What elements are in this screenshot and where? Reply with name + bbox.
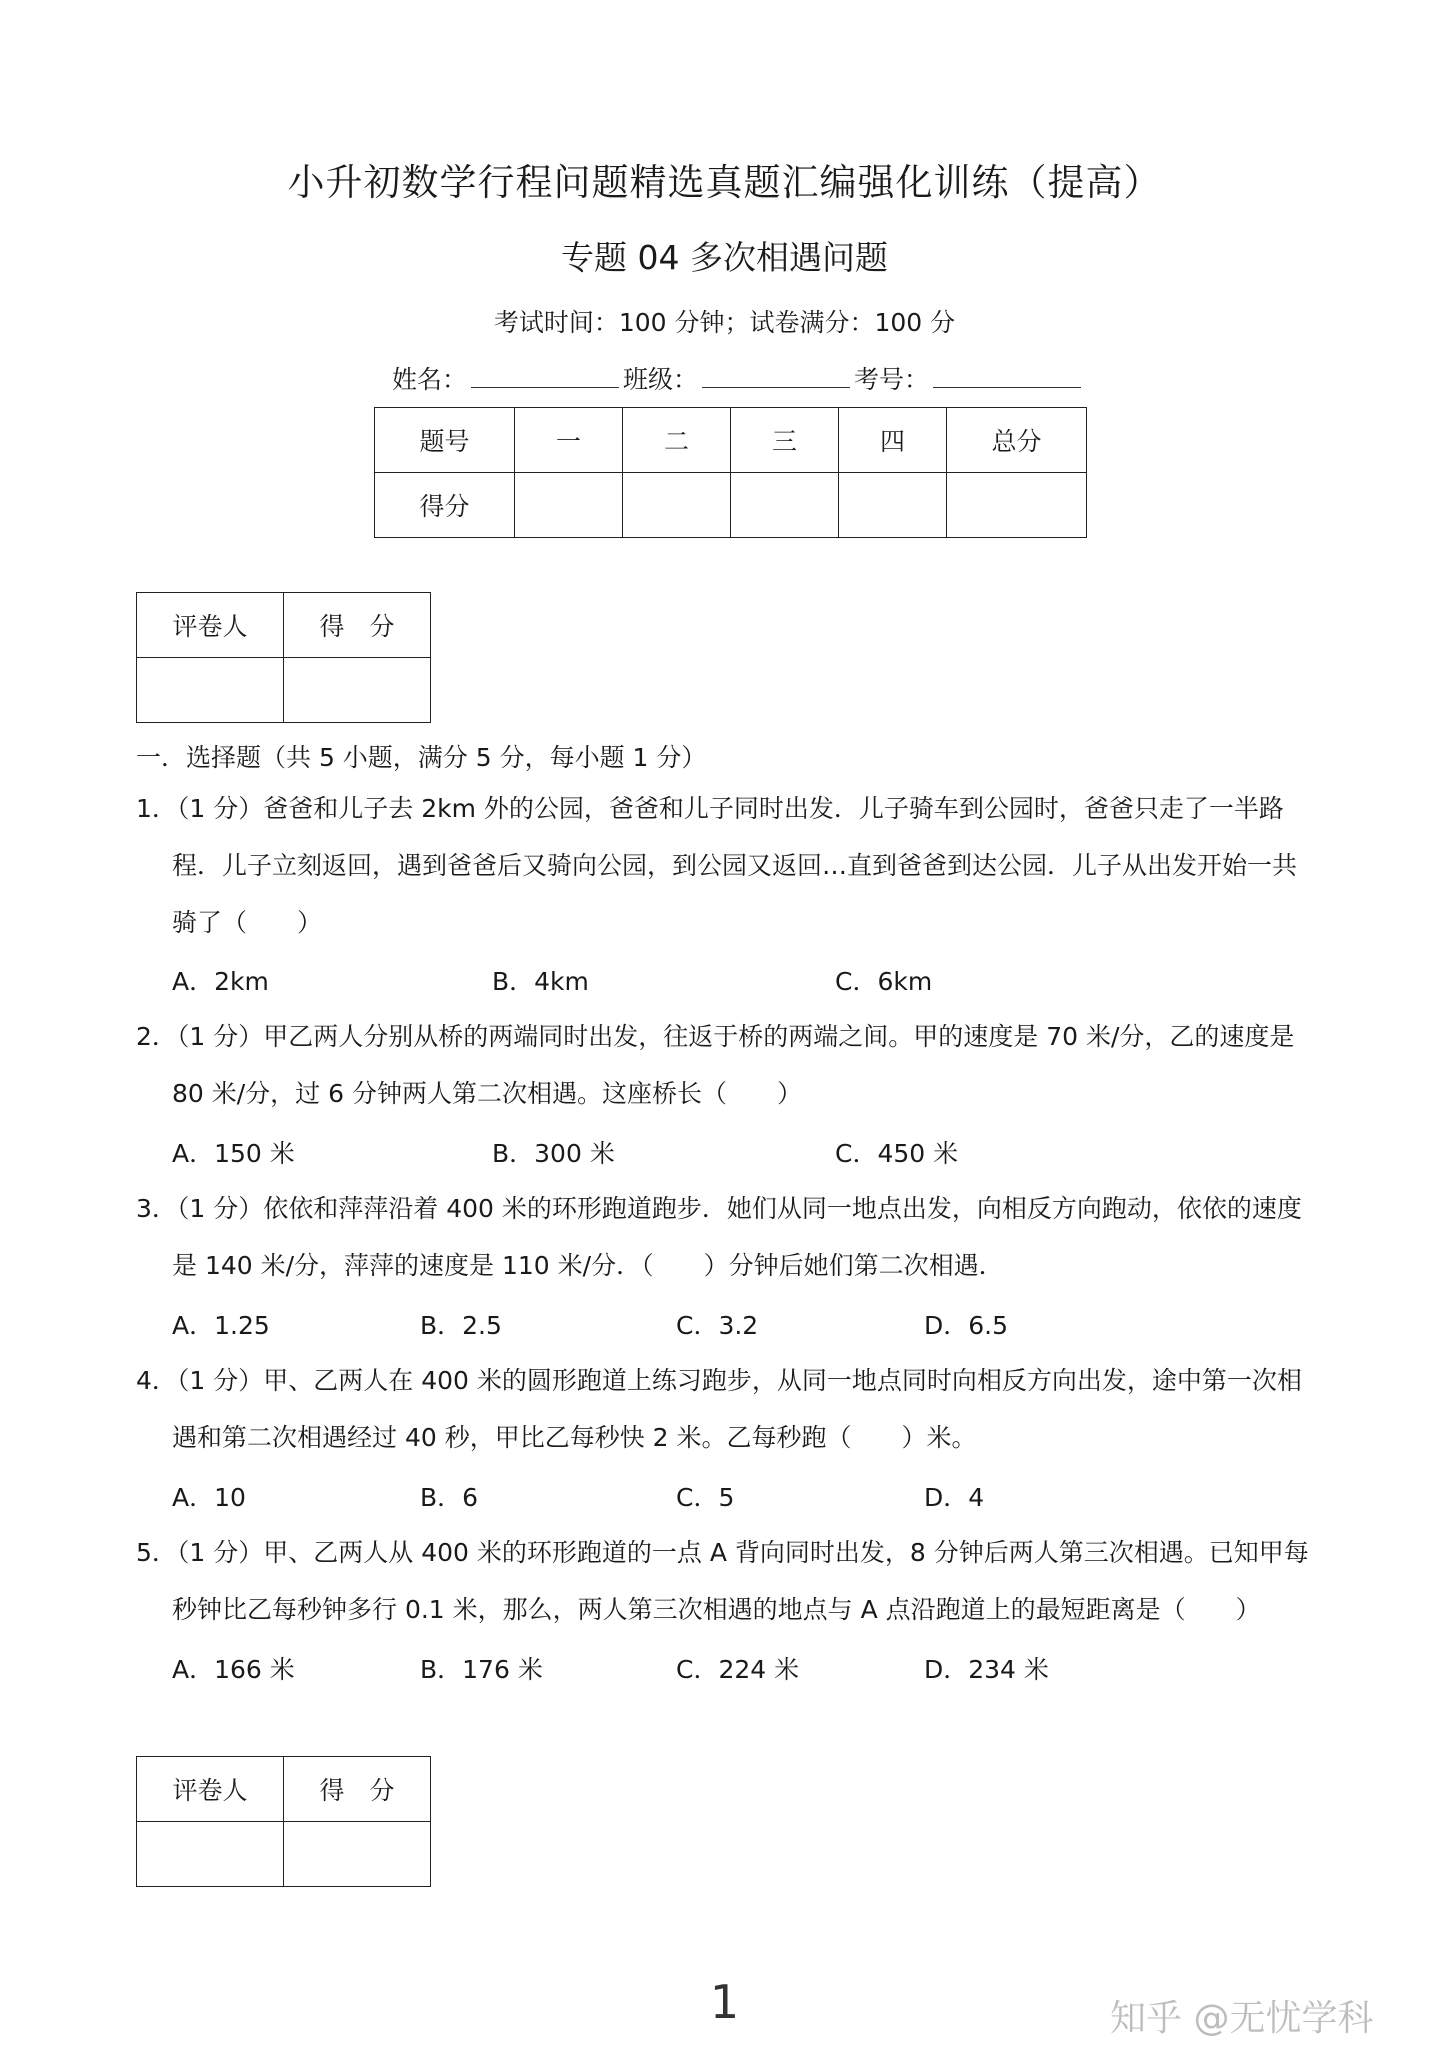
option-c[interactable]: C．6km [835,967,933,996]
option-a[interactable]: A．2km [172,967,269,996]
score-cell[interactable] [947,473,1087,538]
question-3-options [172,1306,1272,1346]
score-cell[interactable] [839,473,947,538]
exam-info: 考试时间：100 分钟；试卷满分：100 分 [493,308,956,337]
option-c[interactable]: C．224 米 [676,1655,800,1684]
score-row-label: 得分 [375,473,515,538]
grader-cell[interactable] [137,1822,284,1887]
option-d[interactable]: D．6.5 [924,1311,1009,1340]
grader-box-2 [136,1756,431,1887]
name-blank[interactable] [471,367,619,388]
grader-box [136,592,431,723]
score-header-cell: 总分 [947,408,1087,473]
score-label: 得 分 [284,593,431,658]
question-1 [136,780,1336,951]
score-header-row [375,408,1087,473]
question-line: 1．（1 分）爸爸和儿子去 2km 外的公园，爸爸和儿子同时出发．儿子骑车到公园时，爸爸只走了一半路 [136,794,1284,823]
question-line: 4．（1 分）甲、乙两人在 400 米的圆形跑道上练习跑步，从同一地点同时向相反方向出发，途中第一次相 [136,1366,1302,1395]
option-b[interactable]: B．2.5 [420,1311,502,1340]
question-line: 秒钟比乙每秒钟多行 0.1 米，那么，两人第三次相遇的地点与 A 点沿跑道上的最短距离是（ ） [172,1595,1261,1624]
score-cell[interactable] [515,473,623,538]
grader-label: 评卷人 [137,1757,284,1822]
option-b[interactable]: B．300 米 [492,1139,615,1168]
watermark: 知乎 @无忧学科 [1110,1998,1374,2039]
question-line: 程．儿子立刻返回，遇到爸爸后又骑向公园，到公园又返回…直到爸爸到达公园．儿子从出发开始一共 [172,851,1298,880]
question-line: 遇和第二次相遇经过 40 秒，甲比乙每秒快 2 米。乙每秒跑（ ）米。 [172,1423,977,1452]
question-5-options [172,1650,1272,1690]
grader-label: 评卷人 [137,593,284,658]
option-c[interactable]: C．5 [676,1483,735,1512]
question-1-options [172,962,1272,1002]
identity-line [392,360,1085,396]
number-label: 考号： [854,365,930,394]
number-blank[interactable] [933,367,1081,388]
score-cell[interactable] [623,473,731,538]
score-cell[interactable] [731,473,839,538]
question-line: 2．（1 分）甲乙两人分别从桥的两端同时出发，往返于桥的两端之间。甲的速度是 70 米/分，乙的速度是 [136,1022,1295,1051]
question-4 [136,1352,1336,1466]
question-5 [136,1524,1336,1638]
class-blank[interactable] [702,367,850,388]
option-b[interactable]: B．176 米 [420,1655,543,1684]
score-value-row [375,473,1087,538]
option-d[interactable]: D．234 米 [924,1655,1049,1684]
question-line: 80 米/分，过 6 分钟两人第二次相遇。这座桥长（ ） [172,1079,802,1108]
option-b[interactable]: B．6 [420,1483,479,1512]
name-label: 姓名： [392,365,468,394]
document-title: 小升初数学行程问题精选真题汇编强化训练（提高） [287,161,1162,204]
score-label: 得 分 [284,1757,431,1822]
score-header-cell: 一 [515,408,623,473]
question-line: 3．（1 分）依依和萍萍沿着 400 米的环形跑道跑步．她们从同一地点出发，向相反方向跑动，依依的速度 [136,1194,1302,1223]
question-line: 5．（1 分）甲、乙两人从 400 米的环形跑道的一点 A 背向同时出发，8 分钟后两人第三次相遇。已知甲每 [136,1538,1309,1567]
option-b[interactable]: B．4km [492,967,589,996]
page-number: 1 [709,1975,740,2029]
score-header-cell: 题号 [375,408,515,473]
option-c[interactable]: C．450 米 [835,1139,959,1168]
score-header-cell: 二 [623,408,731,473]
option-a[interactable]: A．150 米 [172,1139,295,1168]
section-heading: 一．选择题（共 5 小题，满分 5 分，每小题 1 分） [136,743,707,772]
score-table [374,407,1087,538]
question-2-options [172,1134,1272,1174]
score-header-cell: 三 [731,408,839,473]
question-line: 骑了（ ） [172,908,323,937]
question-4-options [172,1478,1272,1518]
score-header-cell: 四 [839,408,947,473]
question-3 [136,1180,1336,1294]
class-label: 班级： [623,365,699,394]
option-a[interactable]: A．1.25 [172,1311,270,1340]
option-d[interactable]: D．4 [924,1483,985,1512]
question-line: 是 140 米/分，萍萍的速度是 110 米/分．（ ）分钟后她们第二次相遇． [172,1251,1004,1280]
option-a[interactable]: A．10 [172,1483,246,1512]
grader-score-cell[interactable] [284,658,431,723]
option-c[interactable]: C．3.2 [676,1311,759,1340]
grader-cell[interactable] [137,658,284,723]
option-a[interactable]: A．166 米 [172,1655,295,1684]
document-subtitle: 专题 04 多次相遇问题 [561,238,888,277]
question-2 [136,1008,1336,1122]
grader-score-cell[interactable] [284,1822,431,1887]
